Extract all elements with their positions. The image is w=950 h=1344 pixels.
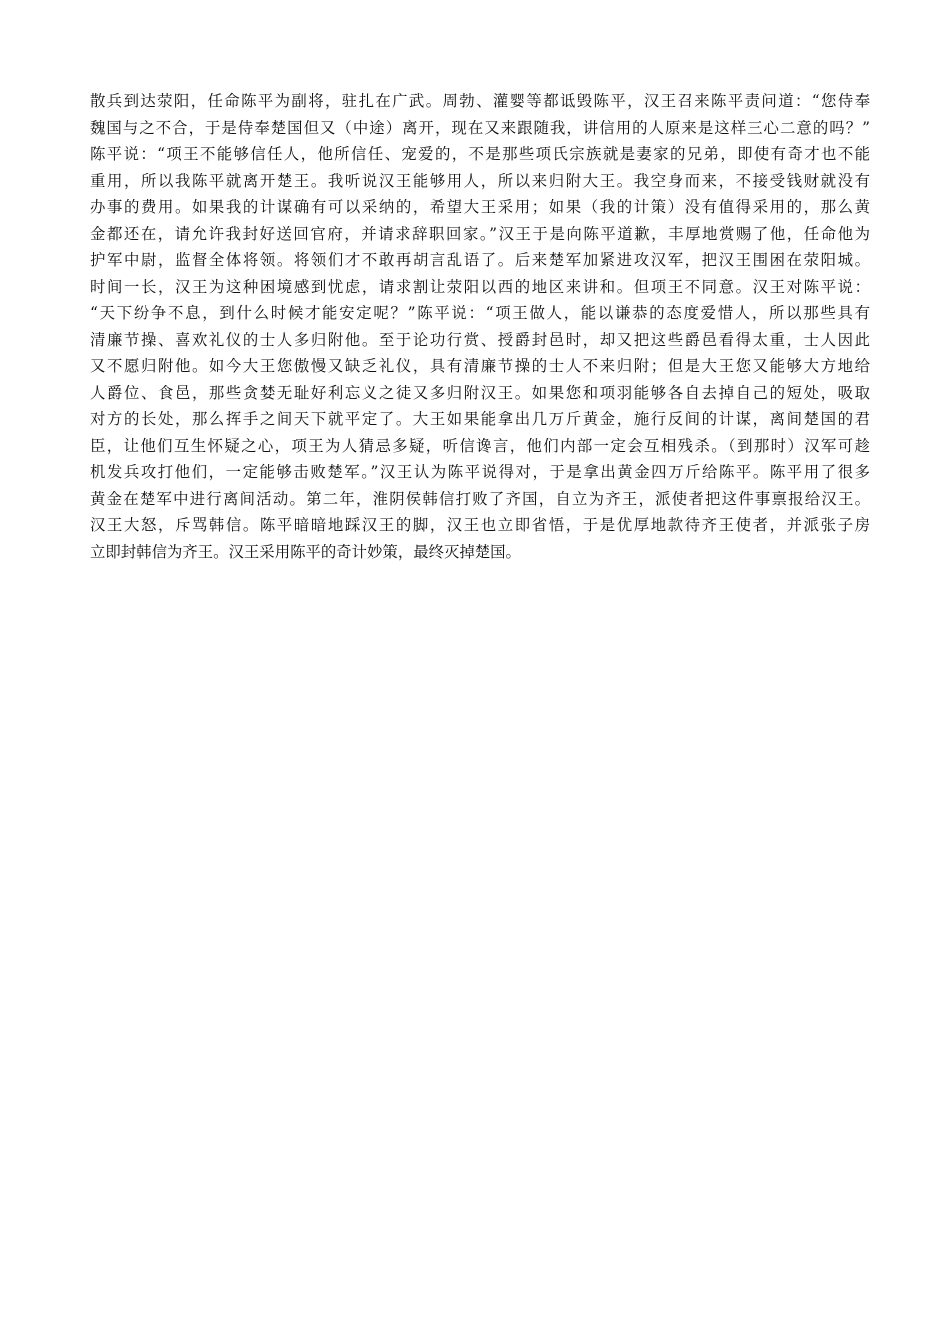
text-line-8: 时间一长，汉王为这种困境感到忧虑，请求割让荥阳以西的地区来讲和。但项王不同意。汉王对陈平说： [90, 277, 870, 296]
text-line-6: 金都还在，请允许我封好送回官府，并请求辞职回家。”汉王于是向陈平道歉，丰厚地赏赐了他，任命他为 [90, 224, 870, 243]
text-line-14: 臣，让他们互生怀疑之心，项王为人猜忌多疑，听信谗言，他们内部一定会互相残杀。（到那时）汉军可趁 [90, 436, 870, 455]
text-line-18: 立即封韩信为齐王。汉王采用陈平的奇计妙策，最终灭掉楚国。 [90, 542, 521, 561]
text-line-10: 清廉节操、喜欢礼仪的士人多归附他。至于论功行赏、授爵封邑时，却又把这些爵邑看得太重，士人因此 [90, 330, 870, 349]
document-text [90, 88, 870, 565]
text-line-7: 护军中尉，监督全体将领。将领们才不敢再胡言乱语了。后来楚军加紧进攻汉军，把汉王围困在荥阳城。 [90, 251, 870, 269]
text-line-13: 对方的长处，那么挥手之间天下就平定了。大王如果能拿出几万斤黄金，施行反间的计谋，离间楚国的君 [90, 410, 870, 428]
text-line-15: 机发兵攻打他们，一定能够击败楚军。”汉王认为陈平说得对，于是拿出黄金四万斤给陈平。陈平用了很多 [90, 463, 870, 481]
text-line-17: 汉王大怒，斥骂韩信。陈平暗暗地踩汉王的脚，汉王也立即省悟，于是优厚地款待齐王使者，并派张子房 [90, 516, 870, 534]
text-line-11: 又不愿归附他。如今大王您傲慢又缺乏礼仪，具有清廉节操的士人不来归附；但是大王您又能够大方地给 [90, 357, 870, 375]
text-line-12: 人爵位、食邑，那些贪婪无耻好利忘义之徒又多归附汉王。如果您和项羽能够各自去掉自己的短处，吸取 [90, 383, 870, 402]
text-line-5: 办事的费用。如果我的计谋确有可以采纳的，希望大王采用；如果（我的计策）没有值得采用的，那么黄 [90, 198, 870, 216]
text-line-4: 重用，所以我陈平就离开楚王。我听说汉王能够用人，所以来归附大王。我空身而来，不接受钱财就没有 [90, 171, 870, 190]
text-line-3: 陈平说：“项王不能够信任人，他所信任、宠爱的，不是那些项氏宗族就是妻家的兄弟，即使有奇才也不能 [90, 145, 870, 163]
text-line-1: 散兵到达荥阳，任命陈平为副将，驻扎在广武。周勃、灌婴等都诋毁陈平，汉王召来陈平责问道：“您侍奉 [90, 92, 870, 110]
text-line-16: 黄金在楚军中进行离间活动。第二年，淮阴侯韩信打败了齐国，自立为齐王，派使者把这件事禀报给汉王。 [90, 489, 870, 508]
text-line-9: “天下纷争不息，到什么时候才能安定呢？”陈平说：“项王做人，能以谦恭的态度爱惜人，所以那些具有 [90, 304, 870, 322]
text-line-2: 魏国与之不合，于是侍奉楚国但又（中途）离开，现在又来跟随我，讲信用的人原来是这样三心二意的吗？” [90, 118, 870, 137]
